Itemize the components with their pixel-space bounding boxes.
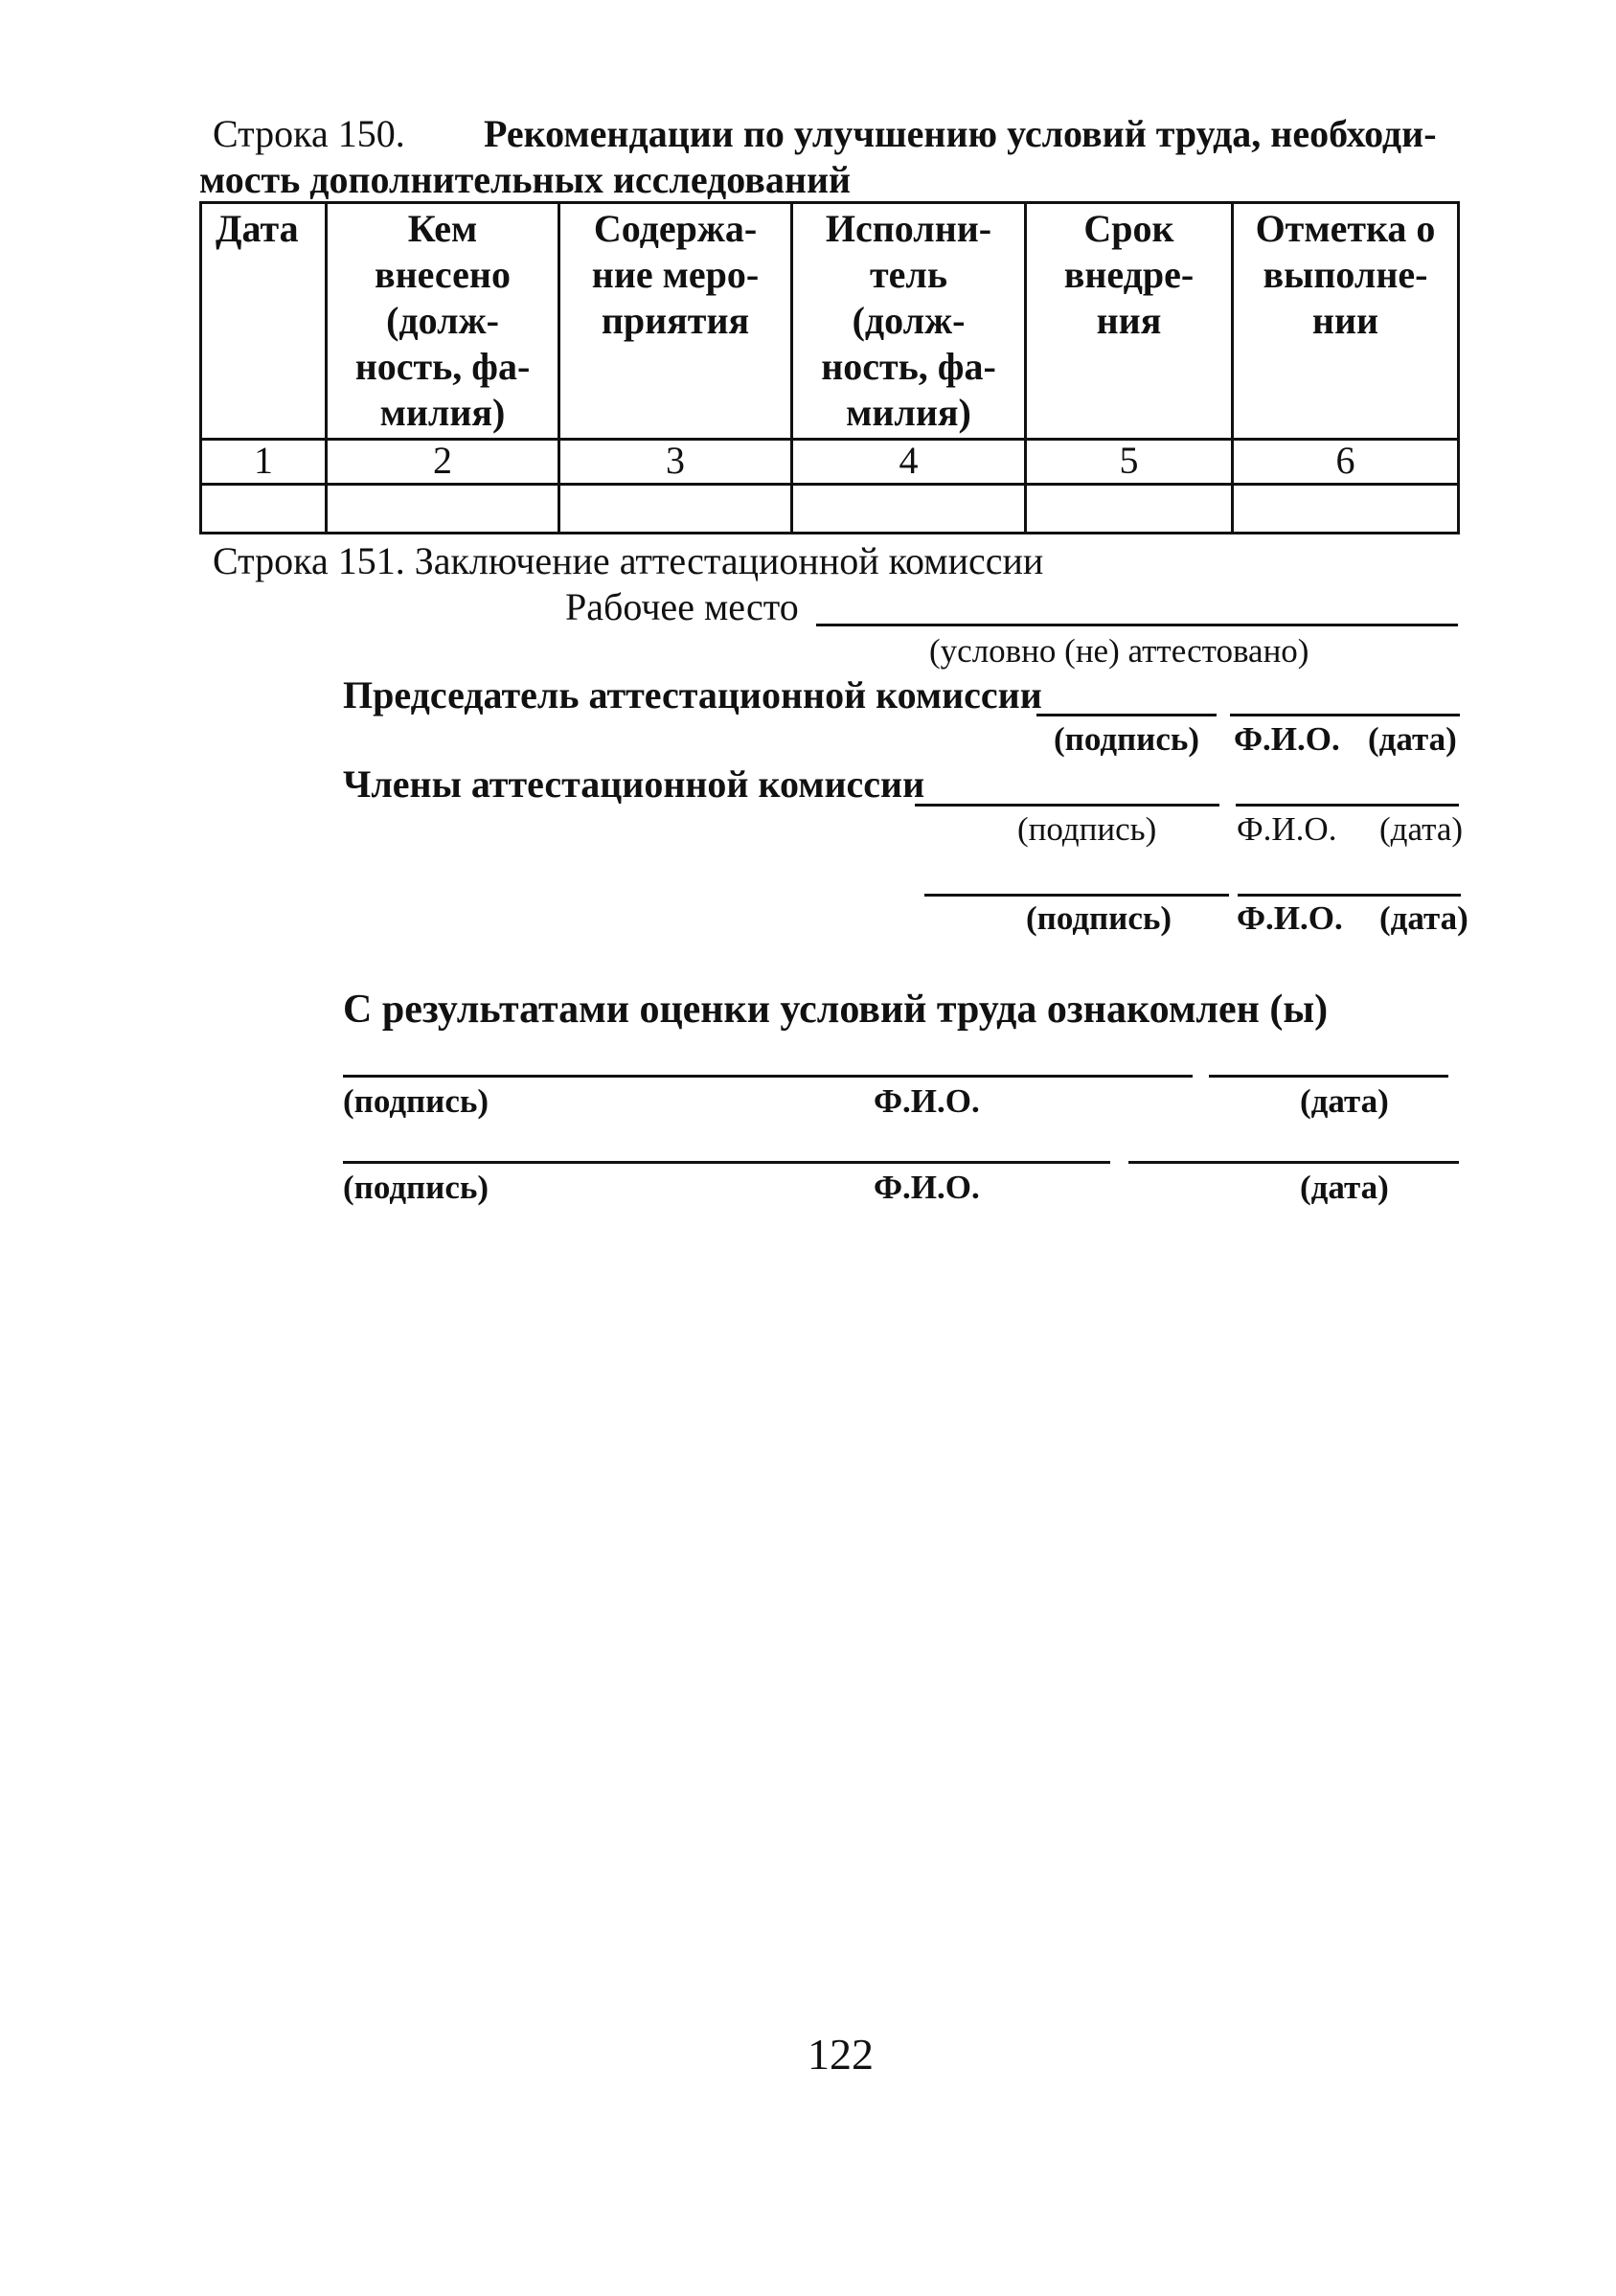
header-line: нии: [1311, 299, 1379, 342]
header-measure-content: [559, 203, 792, 440]
column-number-row: [201, 440, 1459, 485]
member2-signature-caption: (подпись): [1026, 899, 1172, 937]
header-completion-mark: [1233, 203, 1459, 440]
chairman-name-caption: Ф.И.О.: [1234, 720, 1340, 758]
line151-label: Строка 151. Заключение аттестационной комиссии: [213, 539, 1044, 582]
column-number: 1: [201, 440, 327, 485]
recommendations-table: [199, 201, 1460, 534]
ack2-date-caption: (дата): [1300, 1169, 1389, 1206]
member2-name-field[interactable]: [1238, 851, 1461, 897]
member1-name-field[interactable]: [1236, 761, 1459, 807]
workplace-label: Рабочее место: [565, 585, 799, 628]
workplace-caption: (условно (не) аттестовано): [929, 632, 1309, 670]
ack1-signature-caption: (подпись): [343, 1082, 489, 1120]
empty-cell[interactable]: [559, 485, 792, 534]
line150-title-continuation: мость дополнительных исследований: [199, 158, 852, 201]
header-line: Отметка о: [1255, 207, 1436, 250]
chairman-label: Председатель аттестационной комиссии: [343, 673, 1042, 716]
ack1-name-caption: Ф.И.О.: [874, 1082, 980, 1120]
member2-name-caption: Ф.И.О.: [1237, 899, 1343, 937]
header-line: ность, фа-: [821, 345, 996, 388]
column-number: 6: [1233, 440, 1459, 485]
table-row: [201, 485, 1459, 534]
member1-signature-caption: (подпись): [1017, 810, 1157, 848]
column-number: 4: [792, 440, 1026, 485]
member1-signature-field[interactable]: [915, 761, 1219, 807]
header-line: тель: [870, 253, 947, 296]
header-line: ность, фа-: [354, 345, 531, 388]
header-line: выполне-: [1263, 253, 1428, 296]
header-line: Содержа-: [593, 207, 758, 250]
member2-signature-field[interactable]: [924, 851, 1229, 897]
line150-title: Рекомендации по улучшению условий труда, необходи-: [484, 112, 1437, 155]
header-executor: [792, 203, 1026, 440]
chairman-signature-caption: (подпись): [1054, 720, 1200, 758]
page-number: 122: [808, 2030, 874, 2079]
column-number: 2: [327, 440, 559, 485]
line150-label: Строка 150.: [213, 112, 405, 155]
header-line: милия): [846, 391, 971, 434]
header-line: Дата: [216, 207, 299, 250]
ack2-signature-name-field[interactable]: [343, 1123, 1110, 1164]
header-line: внесено: [375, 253, 511, 296]
ack2-name-caption: Ф.И.О.: [874, 1169, 980, 1206]
column-number: 5: [1026, 440, 1233, 485]
ack1-date-caption: (дата): [1300, 1082, 1389, 1120]
column-number: 3: [559, 440, 792, 485]
member2-date-caption: (дата): [1379, 899, 1468, 937]
header-deadline: [1026, 203, 1233, 440]
chairman-name-field[interactable]: [1230, 671, 1460, 716]
header-line: приятия: [601, 299, 750, 342]
header-line: Исполни-: [825, 207, 992, 250]
ack2-date-field[interactable]: [1128, 1123, 1459, 1164]
header-line: (долж-: [852, 299, 966, 342]
empty-cell[interactable]: [327, 485, 559, 534]
member1-name-caption: Ф.И.О.: [1237, 810, 1337, 848]
ack2-signature-caption: (подпись): [343, 1169, 489, 1206]
header-line: внедре-: [1063, 253, 1195, 296]
header-line: милия): [379, 391, 506, 434]
header-submitted-by: [327, 203, 559, 440]
chairman-date-caption: (дата): [1368, 720, 1457, 758]
ack1-date-field[interactable]: [1209, 1036, 1448, 1078]
header-line: Срок: [1083, 207, 1174, 250]
ack1-signature-name-field[interactable]: [343, 1036, 1193, 1078]
header-line: (долж-: [386, 299, 499, 342]
header-date: [201, 203, 327, 440]
empty-cell[interactable]: [201, 485, 327, 534]
table-header-row: [201, 203, 1459, 440]
empty-cell[interactable]: [792, 485, 1026, 534]
acknowledgement-label: С результатами оценки условий труда ознакомлен (ы): [343, 988, 1329, 1032]
empty-cell[interactable]: [1026, 485, 1233, 534]
header-line: ние меро-: [591, 253, 760, 296]
member1-date-caption: (дата): [1379, 810, 1464, 848]
header-line: ния: [1096, 299, 1162, 342]
members-label: Члены аттестационной комиссии: [343, 762, 925, 806]
workplace-field[interactable]: [816, 580, 1458, 626]
chairman-signature-field[interactable]: [1036, 671, 1217, 716]
header-line: Кем: [407, 207, 478, 250]
empty-cell[interactable]: [1233, 485, 1459, 534]
